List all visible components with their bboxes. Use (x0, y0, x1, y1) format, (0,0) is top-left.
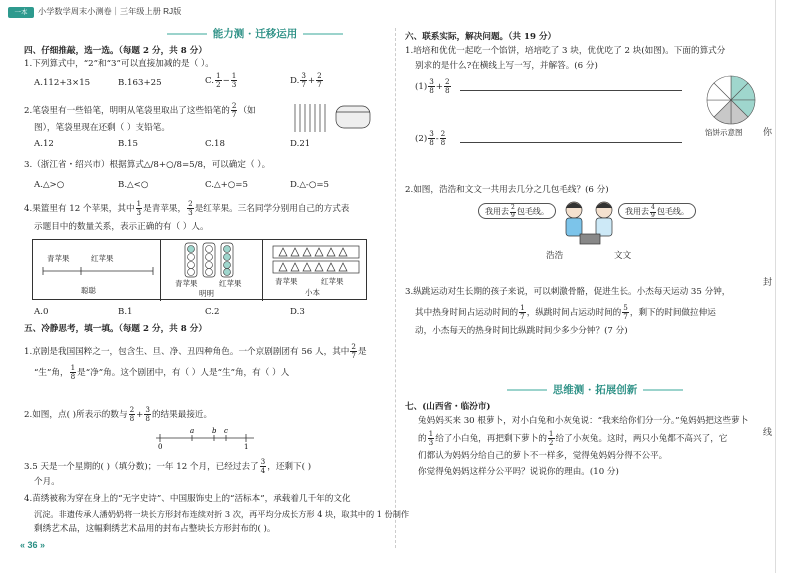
q4-4-stem-line1: 4.果篮里有 12 个苹果，其中 $\frac{1}{3}$ 是青苹果， $\frac{2}{3}$ 是红苹果。三名同学分别用自己的方式表 (24, 199, 350, 217)
q5-heading: 五、冷静思考，填一填。（每题 2 分，共 8 分） (24, 324, 207, 334)
q4-3-option-c: C.△+○=5 (205, 180, 248, 190)
pie-illustration (706, 75, 756, 125)
q5-3-line2: 个月。 (34, 477, 60, 487)
q4-4-option-b: B.1 (118, 307, 133, 317)
student-name-c: 小本 (305, 288, 320, 297)
q4-4-option-c: C.2 (205, 307, 220, 317)
section-title-ability: 能力测 · 迁移运用 (150, 28, 360, 42)
q5-3-line1: 3.5 天是一个星期的( )（填分数)；一年 12 个月，已经过去了 $\frac{3}{4}$ ，还剩下( ) (24, 457, 312, 475)
series-badge: 一本 (8, 7, 34, 18)
q4-2-stem-line2: 图），笔袋里现在还剩（ ）支铅笔。 (34, 123, 170, 133)
q4-1-option-c: C. $\frac{1}{2}$ − $\frac{1}{3}$ (205, 71, 237, 89)
q5-2-line: 2.如图，点( )所表示的数与 $\frac{2}{8}$ + $\frac{3}{8}$ 的结果最接近。 (24, 405, 213, 423)
label-red-apple: 红苹果 (91, 254, 114, 263)
nl-label-a: a (190, 427, 195, 435)
page-number: « 36 » (20, 540, 46, 550)
q4-3-option-d: D.△-○=5 (290, 180, 329, 190)
q6-1-expr1: (1) $\frac{3}{8}$ + $\frac{2}{8}$ (415, 77, 450, 95)
student-name-a: 聪聪 (81, 286, 96, 295)
q4-2-option-c: C.18 (205, 139, 225, 149)
q5-1-line2: “生”角， $\frac{1}{8}$ 是“净”角。这个剧团中，有（ ）人是“生”角，有（ ）人 (34, 363, 290, 381)
q5-4-line2: 沉淀。非遗传承人潘奶奶将一块长方形封布连续对折 3 次，再平均分成长方形 4 块，取其中的 1 份制作 (34, 509, 410, 519)
q4-heading: 四、仔细推敲，选一选。（每题 2 分，共 8 分） (24, 46, 207, 56)
section-title-thinking: 思维测 · 拓展创新 (490, 384, 700, 398)
speech-bubble-haohao: 我用去 $\frac{2}{9}$ 包毛线。 (478, 203, 556, 219)
pie-caption: 馅饼示意图 (705, 128, 743, 137)
q4-2-option-b: B.15 (118, 139, 138, 149)
q7-line3: 们都认为妈妈分给自己的萝卜不一样多，觉得兔妈妈分得不公平。 (418, 451, 668, 461)
q4-2-option-d: D.21 (290, 139, 311, 149)
binding-rule (775, 0, 776, 573)
label-green-apple-3: 青苹果 (275, 277, 298, 286)
name-wenwen: 文文 (614, 251, 632, 261)
label-red-apple-2: 红苹果 (219, 279, 242, 288)
diagram-xiaoben (263, 240, 368, 301)
q4-4-diagram-box (32, 239, 367, 300)
tube-drawing (181, 242, 241, 278)
q6-1-line2: 别求的是什么?在横线上写一写，并解答。(6 分) (415, 61, 598, 71)
q4-2-option-a: A.12 (34, 139, 54, 149)
q4-1-option-b: B.163+25 (118, 78, 162, 88)
children-illustration (560, 198, 620, 248)
q7-heading: 七、(山西省・临汾市) (405, 402, 491, 412)
triangle-drawing (271, 244, 361, 274)
q6-1-line1: 1.培培和优优一起吃一个馅饼，培培吃了 3 块，优优吃了 2 块(如图)。下面的算式分 (405, 46, 726, 56)
q7-line1: 兔妈妈买来 30 根萝卜，对小白兔和小灰兔说：“我来给你们分一分。”兔妈妈把这些萝卜 (418, 416, 749, 426)
q4-1-stem: 1.下列算式中，“2”和“3”可以直接加减的是（ ）。 (24, 59, 214, 69)
q5-4-line3: 剩绣艺术品，这幅剩绣艺术品用的封布占整块长方形封布的( )。 (34, 524, 276, 534)
q5-1-line1: 1.京剧是我国国粹之一，包含生、旦、净、丑四种角色。一个京剧剧团有 56 人，其中 $\frac{2}{7}$ 是 (24, 342, 367, 360)
diagram-mingming (161, 240, 263, 301)
q4-4-stem-line2: 示题目中的数量关系，表示正确的有（ ）人。 (34, 222, 209, 232)
q4-1-option-d: D. $\frac{3}{7}$ + $\frac{2}{7}$ (290, 71, 322, 89)
segment-bar (41, 266, 156, 276)
student-name-b: 明明 (199, 289, 214, 298)
q6-2-stem: 2.如图，浩浩和文文一共用去几分之几包毛线？(6 分) (405, 185, 609, 195)
q6-3-line1: 3.纵跳运动对生长期的孩子来说，可以刺激骨骼，促进生长。小杰每天运动 35 分钟， (405, 287, 731, 297)
margin-char-1: 你 (763, 128, 773, 138)
nl-label-b: b (212, 427, 217, 435)
q4-3-option-b: B.△<○ (118, 180, 149, 190)
q7-line2: 的 $\frac{1}{3}$ 给了小白兔，再把剩下萝卜的 $\frac{1}{2}$ 给了小灰兔。这时，两只小兔都不高兴了，它 (418, 429, 728, 447)
q6-3-line2: 其中热身时间占运动时间的 $\frac{1}{7}$ ，纵跳时间占运动时间的 $\frac{5}{7}$ ，剩下的时间做拉伸运 (415, 303, 716, 321)
q4-4-option-a: A.0 (34, 307, 49, 317)
q7-line4: 你觉得兔妈妈这样分公平吗？说说你的理由。(10 分) (418, 467, 619, 477)
speech-bubble-wenwen: 我用去 $\frac{4}{9}$ 包毛线。 (618, 203, 696, 219)
label-green-apple-2: 青苹果 (175, 279, 198, 288)
nl-label-0: 0 (158, 443, 163, 450)
answer-line-2[interactable] (460, 142, 682, 143)
q4-4-option-d: D.3 (290, 307, 305, 317)
q4-3-stem: 3.（浙江省・绍兴市）根据算式△/8+○/8=5/8，可以确定（ ）。 (24, 160, 271, 170)
name-haohao: 浩浩 (546, 251, 564, 261)
q4-1-option-a: A.112+3×15 (34, 78, 91, 88)
margin-char-3: 线 (763, 428, 773, 438)
nl-label-c: c (224, 427, 228, 435)
answer-line-1[interactable] (460, 90, 682, 91)
diagram-congcong (33, 240, 161, 301)
q6-3-line3: 动，小杰每天的热身时间比纵跳时间少多少分钟？(7 分) (415, 326, 628, 336)
page-header (0, 0, 800, 22)
column-divider (395, 28, 396, 548)
q6-1-expr2: (2) $\frac{3}{8}$ - $\frac{2}{8}$ (415, 129, 446, 147)
number-line (150, 424, 260, 450)
q4-3-option-a: A.△>○ (34, 180, 65, 190)
pencils-pencilcase-illustration (292, 100, 374, 136)
nl-label-1: 1 (244, 443, 249, 450)
q6-heading: 六、联系实际，解决问题。（共 19 分） (405, 32, 557, 42)
q4-2-stem-line1: 2.笔袋里有一些铅笔，明明从笔袋里取出了这些铅笔的 $\frac{2}{7}$ （如 (24, 101, 256, 119)
q5-4-line1: 4.苗绣被称为穿在身上的“无字史诗”、中国服饰史上的“活标本”，承载着几千年的文化 (24, 494, 351, 504)
label-green-apple: 青苹果 (47, 254, 70, 263)
margin-char-2: 封 (763, 278, 773, 288)
label-red-apple-3: 红苹果 (321, 277, 344, 286)
book-title: 小学数学周末小测卷｜三年级上册 RJ版 (38, 7, 182, 16)
